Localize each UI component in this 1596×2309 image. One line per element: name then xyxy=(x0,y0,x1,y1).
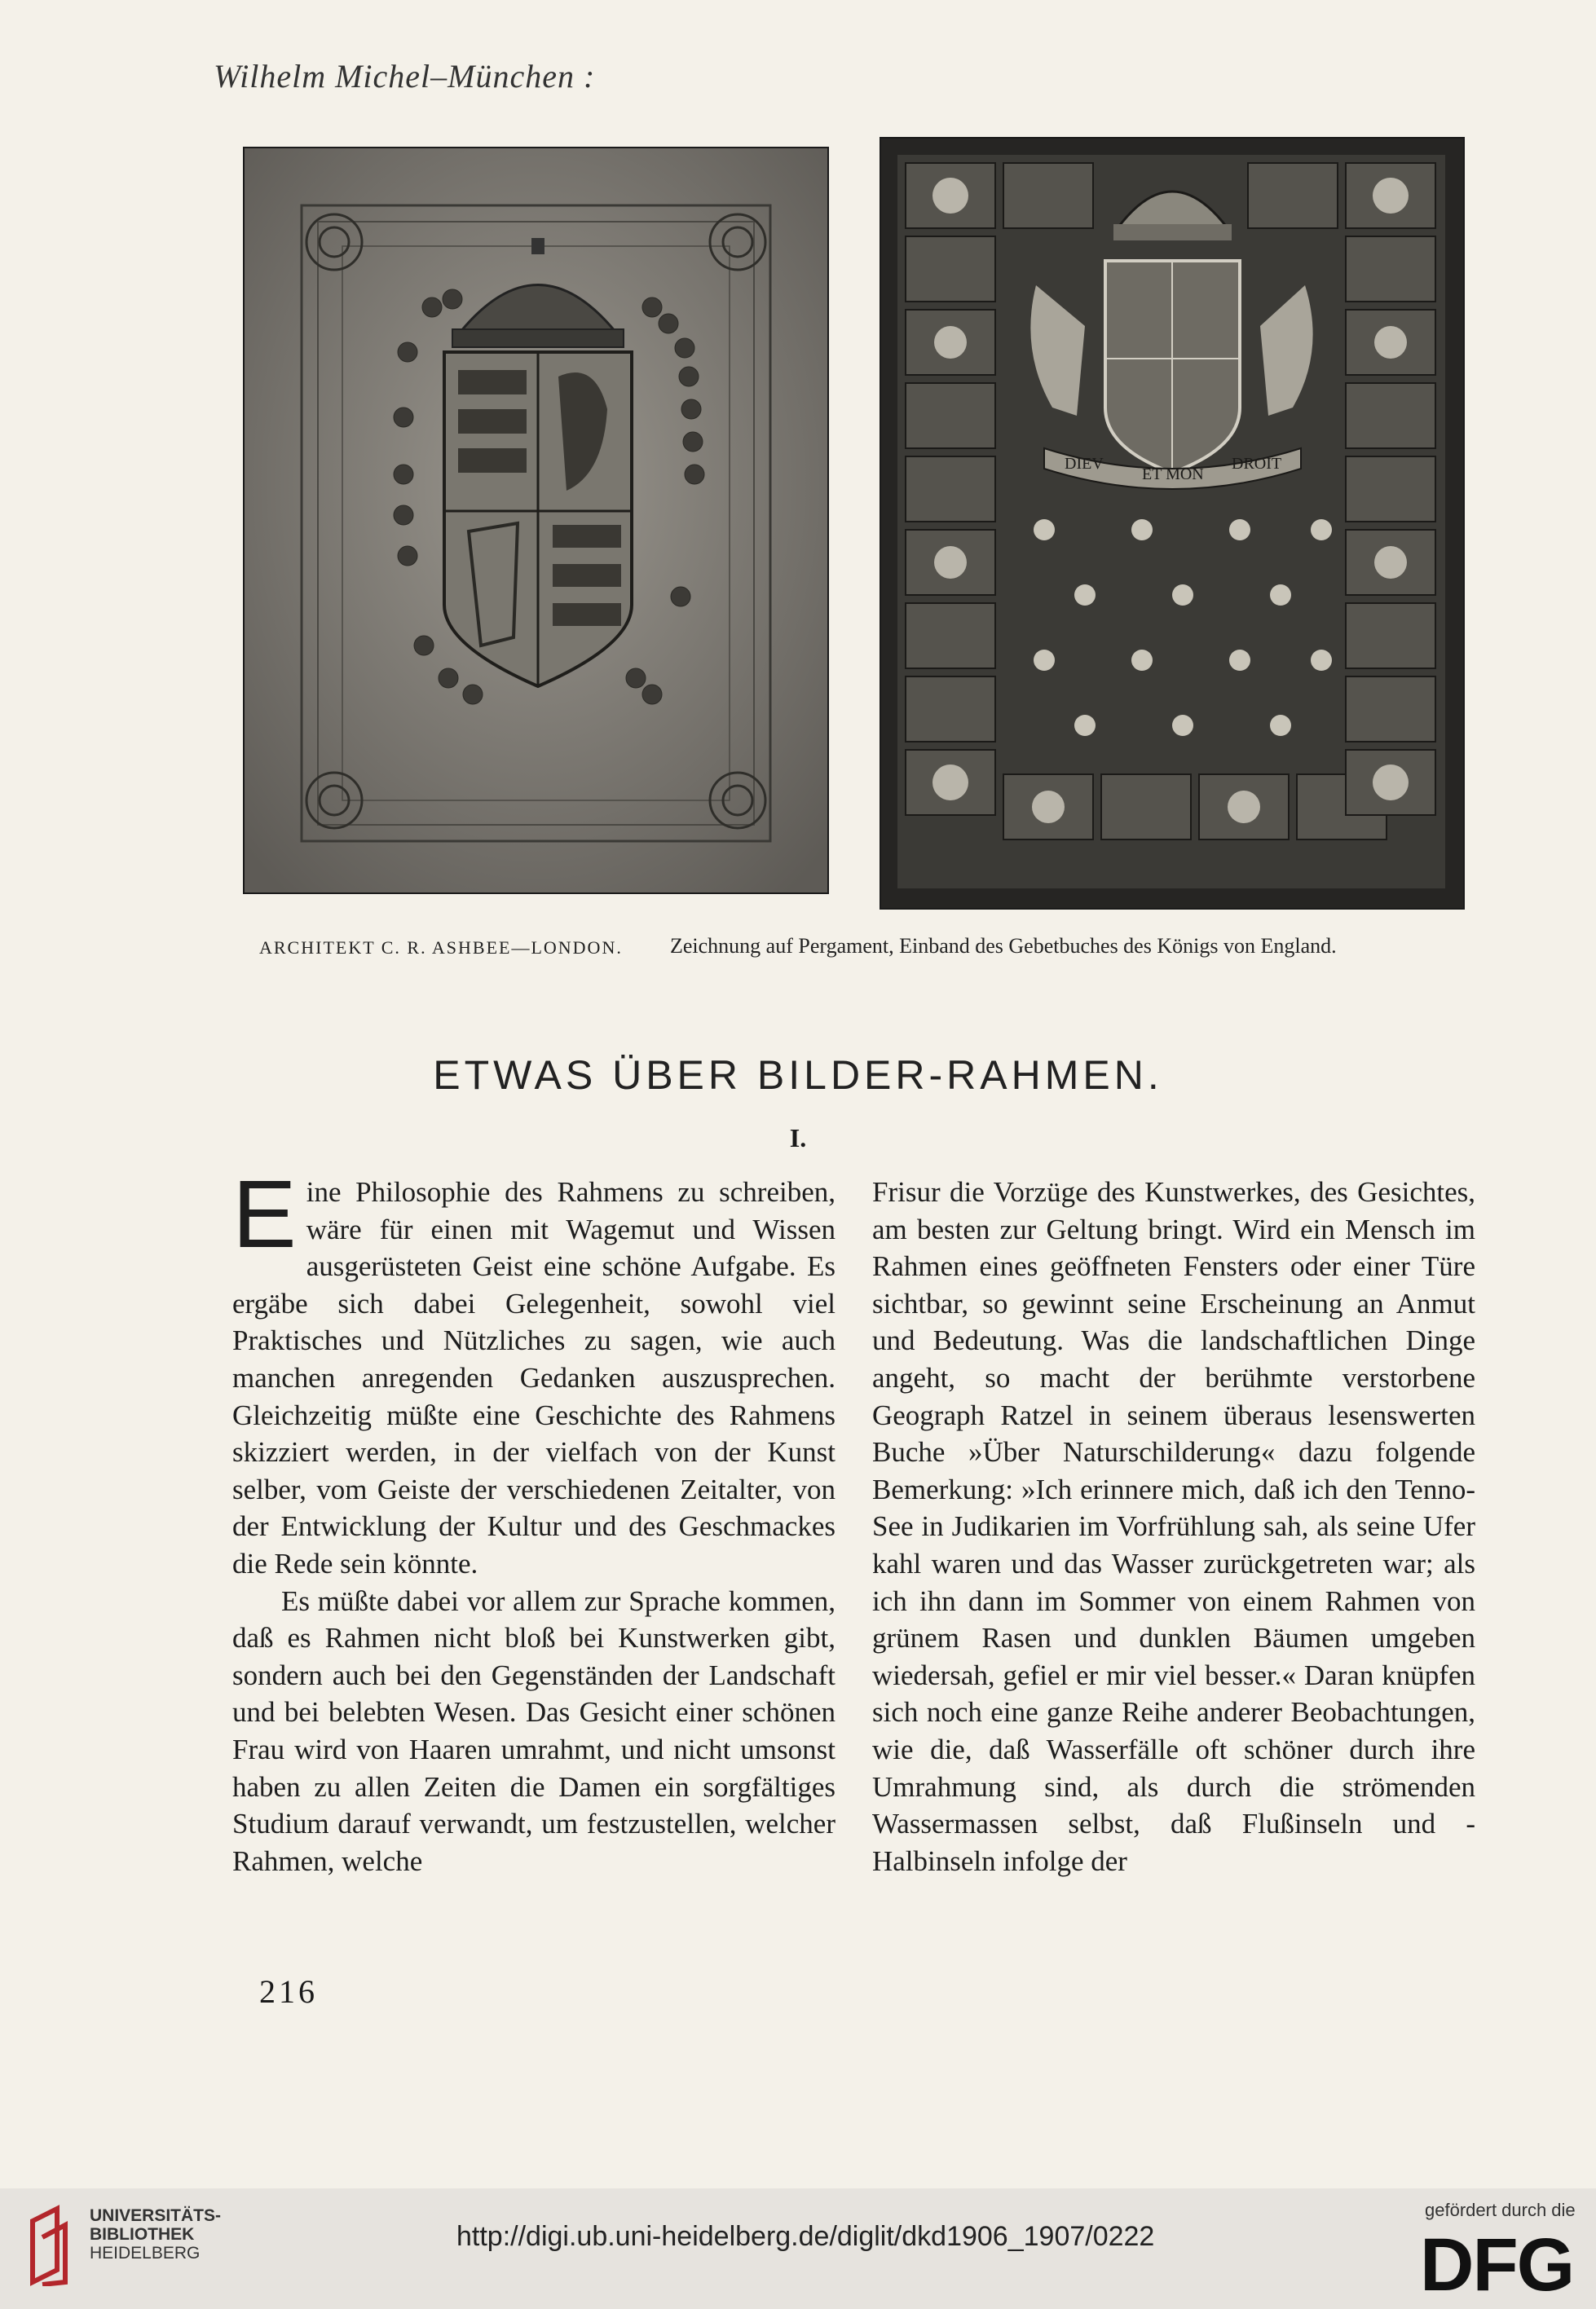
page-number: 216 xyxy=(259,1973,318,2010)
running-head: Wilhelm Michel–München : xyxy=(214,58,596,95)
library-line: BIBLIOTHEK xyxy=(90,2225,195,2244)
motto-right: DROIT xyxy=(1232,455,1282,473)
dfg-logo: DFG xyxy=(1420,2223,1574,2307)
library-line: UNIVERSITÄTS- xyxy=(90,2206,222,2225)
parchment-drawing-image xyxy=(245,148,827,892)
text-column-right xyxy=(872,1174,1475,1879)
figure-caption-architect: ARCHITEKT C. R. ASHBEE—LONDON. xyxy=(259,937,623,958)
text-column-left xyxy=(232,1161,835,1879)
library-line: HEIDELBERG xyxy=(90,2244,201,2263)
funding-caption: gefördert durch die xyxy=(1425,2200,1576,2220)
paragraph: Es müßte dabei vor allem zur Sprache kommen, daß es Rahmen nicht bloß bei Kunstwerken gibt, sondern auch bei den Gegenständen der Landschaft und bei belebten Wesen. Das Gesicht einer schönen Frau wird von Haaren umrahmt, und nicht umsonst haben zu allen Zeiten die Damen ein sorgfältiges Studium darauf verwandt, um festzustellen, welcher Rahmen, welche xyxy=(232,1584,835,1877)
paragraph-text: ine Philosophie des Rahmens zu schreiben, wäre für einen mit Wagemut und Wissen ausgerüsteten Geist eine schöne Aufgabe. Es ergäbe sich dabei Gelegenheit, sowohl viel Praktisches und Nützliches zu sagen, wie auch manchen anregenden Gedanken auszusprechen. Gleichzeitig müßte eine Geschichte des Rahmens skizziert werden, in der vielfach von der Kunst selber, vom Geiste der verschiedenen Zeitalter, von der Entwicklung der Kultur und des Geschmackes die Rede sein könnte. xyxy=(232,1176,835,1580)
section-number: I. xyxy=(789,1123,807,1152)
parchment-drawing-svg xyxy=(245,148,827,892)
article-title: ETWAS ÜBER BILDER-RAHMEN. xyxy=(433,1052,1163,1098)
prayer-book-cover-image xyxy=(881,139,1463,908)
digitization-footer xyxy=(0,2188,1596,2309)
drop-cap: E xyxy=(232,1161,297,1268)
prayer-book-cover-svg xyxy=(881,139,1463,908)
paragraph xyxy=(232,1161,835,1583)
library-logo-icon xyxy=(24,2205,86,2286)
figure-caption-description: Zeichnung auf Pergament, Einband des Gebetbuches des Königs von England. xyxy=(670,934,1337,958)
source-url[interactable]: http://digi.ub.uni-heidelberg.de/diglit/dkd1906_1907/0222 xyxy=(456,2221,1155,2252)
motto-middle: ET MON xyxy=(1142,465,1204,483)
motto-left: DIEV xyxy=(1065,455,1104,473)
library-name xyxy=(90,2206,221,2263)
paragraph: Frisur die Vorzüge des Kunstwerkes, des Gesichtes, am besten zur Geltung bringt. Wird ein Mensch im Rahmen eines geöffneten Fensters oder einer Türe sichtbar, so gewinnt seine Erscheinung an Anmut und Bedeutung. Was die landschaftlichen Dinge angeht, so macht der berühmte verstorbene Geograph Ratzel in seinem überaus lesenswerten Buche »Über Naturschilderung« dazu folgende Bemerkung: »Ich erinnere mich, daß ich den Tenno-See in Judikarien im Vorfrühlung sah, als seine Ufer kahl waren und das Wasser zurückgetreten war; als ich ihn dann im Sommer von einem Rahmen von grünem Rasen und dunklen Bäumen umgeben wiedersah, gefiel er mir viel besser.« Daran knüpfen sich noch eine ganze Reihe anderer Beobachtungen, wie die, daß Wasserfälle oft schöner durch ihre Umrahmung sind, als durch die strömenden Wassermassen selbst, daß Flußinseln und -Halbinseln infolge der xyxy=(872,1176,1475,1877)
